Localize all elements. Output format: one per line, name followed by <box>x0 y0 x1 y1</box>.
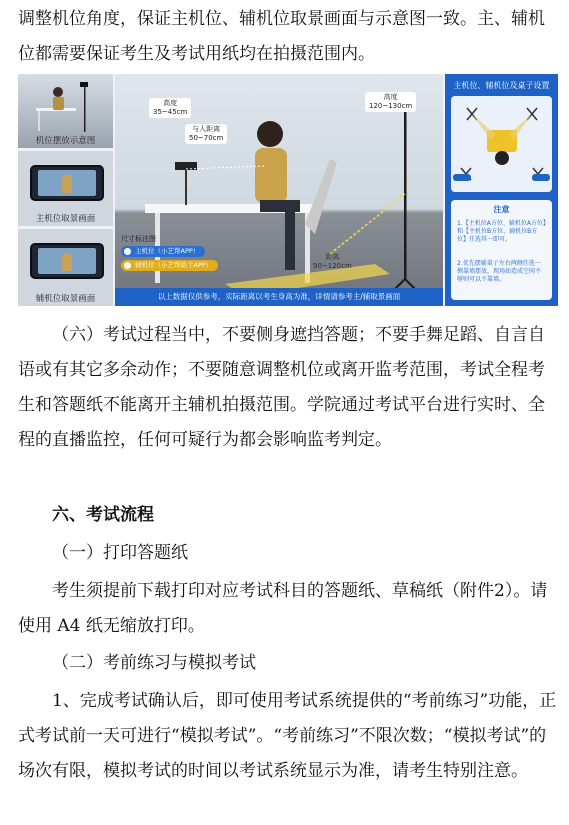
subsection-heading-print: （一）打印答题纸 <box>52 543 188 563</box>
paragraph-camera-angle: 调整机位角度，保证主机位、辅机位取景画面与示意图一致。主、辅机位都需要保证考生及考试用纸均在拍摄范围内。 <box>18 9 545 64</box>
person-at-desk-icon <box>18 74 113 134</box>
thumb-caption: 机位摆放示意图 <box>35 136 96 146</box>
phone-icon <box>30 243 104 279</box>
legend-main-camera: 主机位（小艺帮APP） <box>121 246 205 257</box>
camera-layout-icon <box>451 96 552 192</box>
note-item-1: 1.【主机位A方位、辅机位A方位】和【主机位B方位、辅机位B方位】任选其一即可。 <box>457 220 546 243</box>
distance-label-right: 距离 90~120cm <box>313 253 352 270</box>
note-item-2: 2.优先摆辅桌子左右两侧任选一侧靠墙摆放，现场如造成空间不够则可以不靠墙。 <box>457 260 542 283</box>
thumb-camera-placement <box>18 74 113 148</box>
height-label-right: 高度 120~130cm <box>365 92 416 112</box>
phone-icon <box>30 165 104 201</box>
note-title: 注意 <box>493 205 510 214</box>
height-label-left: 高度 35~45cm <box>149 98 191 118</box>
paragraph-print-instructions: 考生须提前下载打印对应考试科目的答题纸、草稿纸（附件2）。请使用 A4 纸无缩放打印。 <box>18 581 548 636</box>
legend-title: 尺寸标注图 <box>121 235 156 243</box>
section-heading: 六、考试流程 <box>52 505 154 525</box>
paragraph-practice-details: 1、完成考试确认后，即可使用考试系统提供的“考前练习”功能，正式考试前一天可进行“模拟考试”。“考前练习”不限次数；“模拟考试”的场次有限，模拟考试的时间以考试系统显示为准，请考生特别注意。 <box>18 691 557 781</box>
distance-label: 与人距离 50~70cm <box>185 124 227 144</box>
layout-diagram <box>451 96 552 192</box>
legend-aux-camera: 辅机位（小艺帮助手APP） <box>121 260 218 271</box>
panel-title: 主机位、辅机位及桌子设置 <box>453 81 550 90</box>
subsection-heading-practice: （二）考前练习与模拟考试 <box>52 653 256 673</box>
thumb-caption: 主机位取景画面 <box>35 214 96 224</box>
camera-setup-photo <box>115 74 443 306</box>
thumb-aux-view <box>18 229 113 306</box>
figure-footnote: 以上数据仅供参考，实际距离以考生身高为准，详情请参考主/辅取景画面 <box>115 288 443 306</box>
camera-setup-figure <box>18 74 558 306</box>
thumb-main-view <box>18 151 113 226</box>
panel-note <box>451 200 552 300</box>
setup-panel <box>445 74 558 306</box>
paragraph-exam-conduct: （六）考试过程当中，不要侧身遮挡答题；不要手舞足蹈、自言自语或有其它多余动作；不要随意调整机位或离开监考范围，考试全程考生和答题纸不能离开主辅机拍摄范围。学院通过考试平台进行实时、全程的直播监控，任何可疑行为都会影响监考判定。 <box>18 325 545 450</box>
thumb-caption: 辅机位取景画面 <box>35 294 96 304</box>
